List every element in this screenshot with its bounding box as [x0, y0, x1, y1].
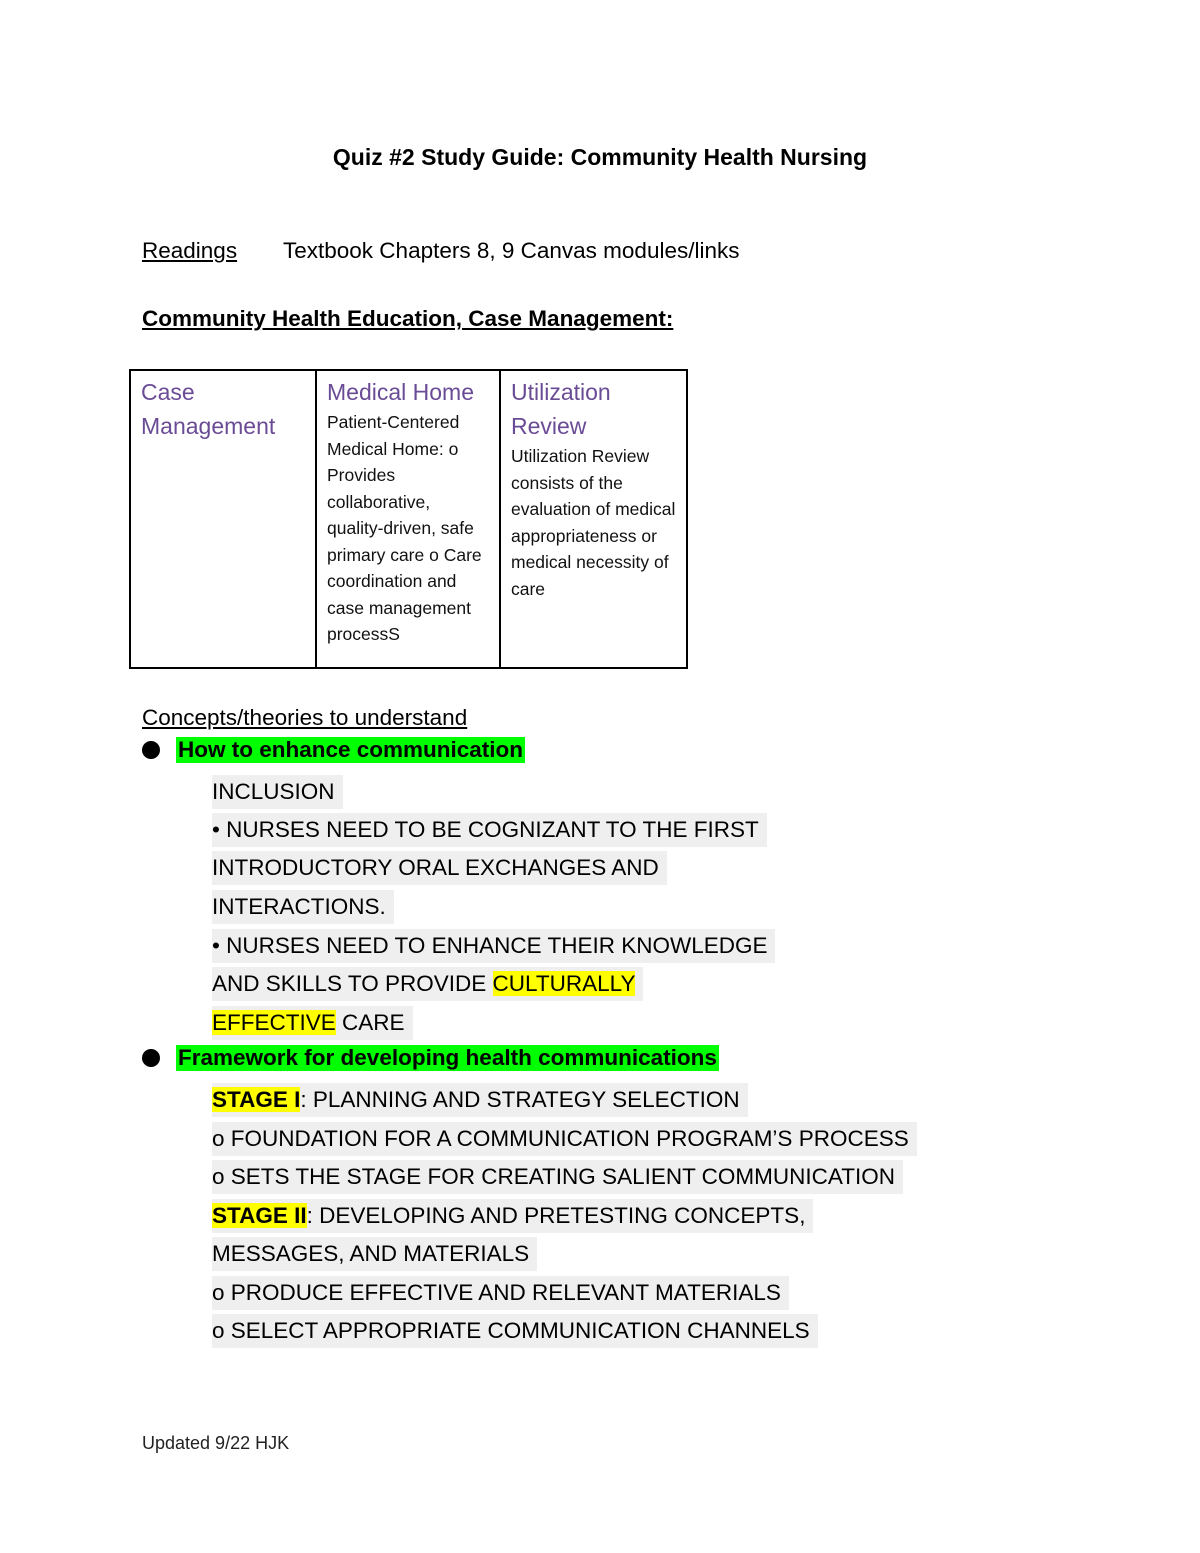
stage-text: : PLANNING AND STRATEGY SELECTION: [300, 1087, 740, 1112]
stage-text: : DEVELOPING AND PRETESTING CONCEPTS,: [306, 1203, 806, 1228]
stage-line: [212, 1199, 813, 1233]
bullet-item-enhance-communication: [142, 737, 525, 763]
readings-label: Readings: [142, 238, 238, 263]
readings-text: Textbook Chapters 8, 9 Canvas modules/links: [283, 238, 740, 263]
list-line: [212, 1006, 413, 1040]
column-body: Utilization Review consists of the evaluation of medical appropriateness or medical necessity of care: [511, 446, 676, 599]
page-footer: Updated 9/22 HJK: [142, 1433, 290, 1453]
list-line: INCLUSION: [212, 775, 343, 809]
list-line: INTRODUCTORY ORAL EXCHANGES AND: [212, 851, 667, 885]
table-cell-case-management: [130, 370, 316, 668]
bullet-label: How to enhance communication: [178, 737, 524, 762]
stage-line: [212, 1083, 748, 1117]
stage-label: STAGE I: [212, 1087, 301, 1112]
table-cell-medical-home: [316, 370, 500, 668]
list-line: [212, 967, 643, 1001]
column-heading: Utilization Review: [511, 379, 611, 439]
table-row: [130, 370, 687, 668]
highlight-text: CULTURALLY: [492, 971, 636, 996]
line-text: CARE: [335, 1010, 405, 1035]
list-line: • NURSES NEED TO ENHANCE THEIR KNOWLEDGE: [212, 929, 775, 963]
list-line: • NURSES NEED TO BE COGNIZANT TO THE FIRST: [212, 813, 767, 847]
list-line: INTERACTIONS.: [212, 890, 394, 924]
column-heading: Medical Home: [327, 379, 474, 405]
highlight-text: EFFECTIVE: [212, 1010, 336, 1035]
bullet-icon: [142, 1049, 160, 1067]
section-heading: Community Health Education, Case Management:: [142, 306, 674, 331]
table-cell-utilization-review: [500, 370, 687, 668]
list-line: o SELECT APPROPRIATE COMMUNICATION CHANNELS: [212, 1314, 818, 1348]
case-management-table: [129, 369, 688, 669]
bullet-icon: [142, 741, 160, 759]
page-title: Quiz #2 Study Guide: Community Health Nursing: [332, 144, 868, 170]
column-heading: Case Management: [141, 379, 276, 439]
list-line: o PRODUCE EFFECTIVE AND RELEVANT MATERIALS: [212, 1276, 789, 1310]
column-body: Patient-Centered Medical Home: o Provides collaborative, quality-driven, safe primary care o Care coordination and case management processS: [327, 412, 482, 644]
stage-label: STAGE II: [212, 1203, 307, 1228]
list-line: o FOUNDATION FOR A COMMUNICATION PROGRAM’S PROCESS: [212, 1122, 917, 1156]
bullet-label: Framework for developing health communications: [178, 1045, 717, 1070]
list-line: o SETS THE STAGE FOR CREATING SALIENT COMMUNICATION: [212, 1160, 903, 1194]
concepts-heading: Concepts/theories to understand: [142, 705, 468, 730]
bullet-item-framework: [142, 1045, 719, 1071]
line-text: AND SKILLS TO PROVIDE: [212, 971, 493, 996]
list-line: MESSAGES, AND MATERIALS: [212, 1237, 537, 1271]
